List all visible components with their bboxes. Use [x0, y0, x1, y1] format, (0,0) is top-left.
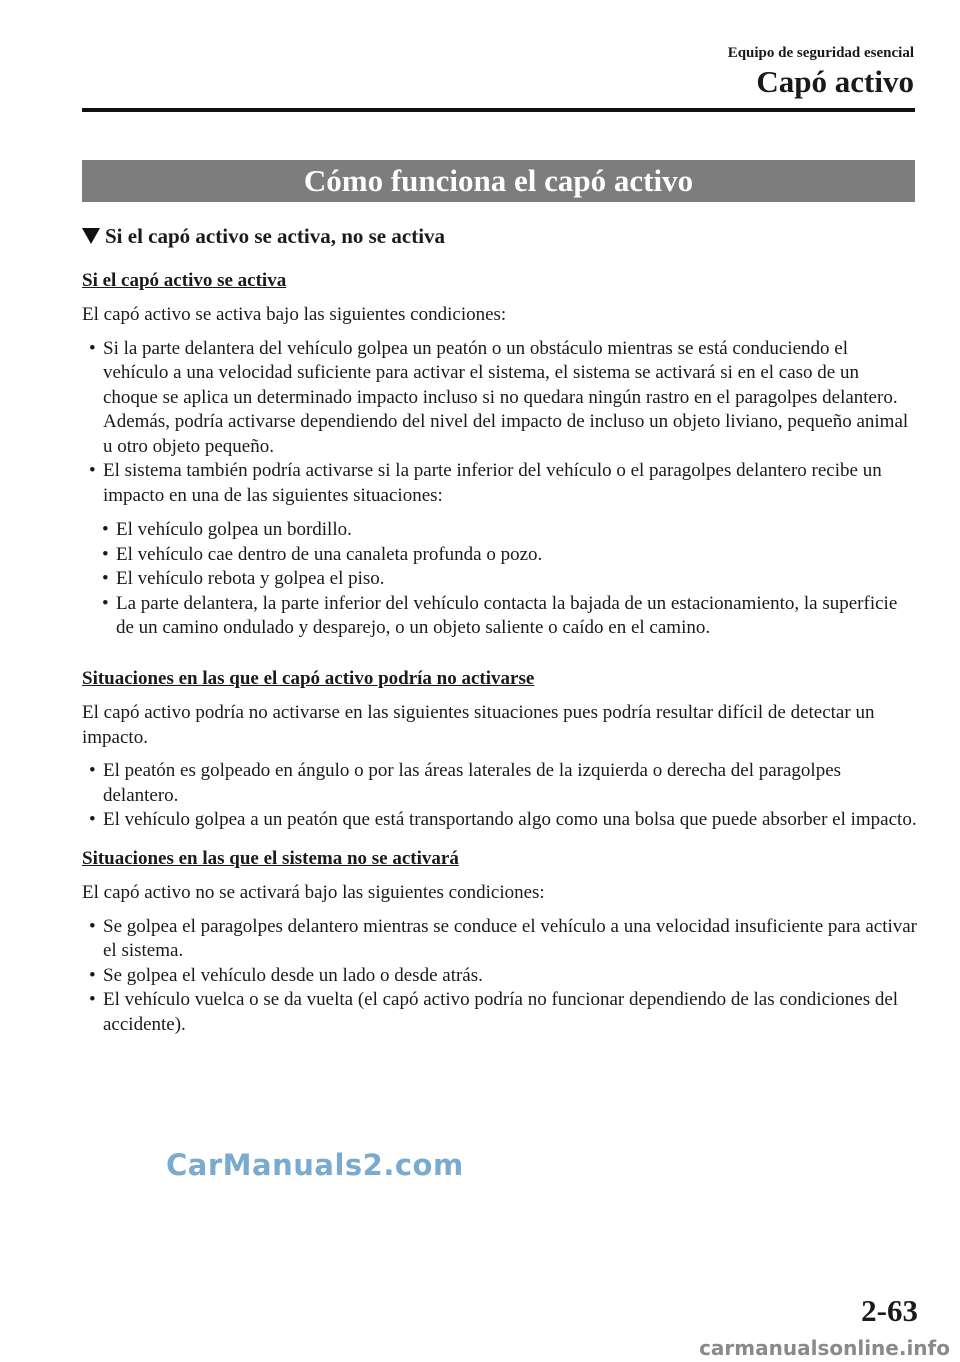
list-item: • El vehículo rebota y golpea el piso. — [102, 567, 917, 592]
block3-intro: El capó activo no se activará bajo las siguientes condiciones: — [82, 882, 545, 903]
section-title: Capó activo — [756, 64, 914, 99]
block1-intro: El capó activo se activa bajo las siguientes condiciones: — [82, 304, 507, 325]
block1-sub-bullet-list — [82, 518, 917, 641]
subheading-text: Si el capó activo se activa, no se activa — [105, 224, 446, 248]
chapter-title: Equipo de seguridad esencial — [727, 45, 914, 61]
main-content — [82, 224, 917, 1037]
block2-bullet-list — [82, 759, 917, 833]
spacer — [82, 833, 917, 847]
list-item: • El vehículo golpea un bordillo. — [102, 518, 917, 543]
list-item: • El peatón es golpeado en ángulo o por las áreas laterales de la izquierda o derecha del paragolpes delantero. — [89, 759, 917, 808]
list-item: • El vehículo cae dentro de una canaleta profunda o pozo. — [102, 543, 917, 568]
subheading — [82, 224, 917, 249]
block2-title: Situaciones en las que el capó activo podría no activarse — [82, 667, 535, 689]
carmanuals-watermark: CarManuals2.com — [166, 1148, 464, 1182]
list-item: • Si la parte delantera del vehículo golpea un peatón o un obstáculo mientras se está conduciendo el vehículo a una velocidad suficiente para activar el sistema, el sistema se activará si en el caso de un choque se aplica un determinado impacto incluso si no quedara ningún rastro en el paragolpes delantero. Además, podría activarse dependiendo del nivel del impacto de incluso un objeto liviano, pequeño animal u otro objeto pequeño. — [89, 337, 917, 460]
block1-bullet-list — [82, 337, 917, 509]
topic-banner: Cómo funciona el capó activo — [82, 160, 915, 202]
list-item: • El vehículo vuelca o se da vuelta (el capó activo podría no funcionar dependiendo de las condiciones del accidente). — [89, 988, 917, 1037]
list-item: • El vehículo golpea a un peatón que está transportando algo como una bolsa que puede absorber el impacto. — [89, 808, 917, 833]
page-number: 2-63 — [861, 1293, 918, 1328]
block1-title: Si el capó activo se activa — [82, 269, 287, 291]
header-divider — [82, 108, 915, 112]
list-item: • Se golpea el vehículo desde un lado o desde atrás. — [89, 964, 917, 989]
footer-watermark: carmanualsonline.info — [699, 1336, 950, 1360]
page-header — [728, 44, 914, 100]
spacer — [82, 641, 917, 667]
block3-bullet-list — [82, 915, 917, 1038]
block3-title: Situaciones en las que el sistema no se activará — [82, 847, 459, 869]
triangle-down-icon — [82, 228, 100, 244]
block2-intro: El capó activo podría no activarse en las siguientes situaciones pues podría resultar difícil de detectar un impacto. — [82, 702, 875, 748]
list-item: • La parte delantera, la parte inferior del vehículo contacta la bajada de un estacionamiento, la superficie de un camino ondulado y desparejo, o un objeto saliente o caído en el camino. — [102, 592, 917, 641]
list-item: • El sistema también podría activarse si la parte inferior del vehículo o el paragolpes delantero recibe un impacto en una de las siguientes situaciones: — [89, 459, 917, 508]
list-item: • Se golpea el paragolpes delantero mientras se conduce el vehículo a una velocidad insuficiente para activar el sistema. — [89, 915, 917, 964]
